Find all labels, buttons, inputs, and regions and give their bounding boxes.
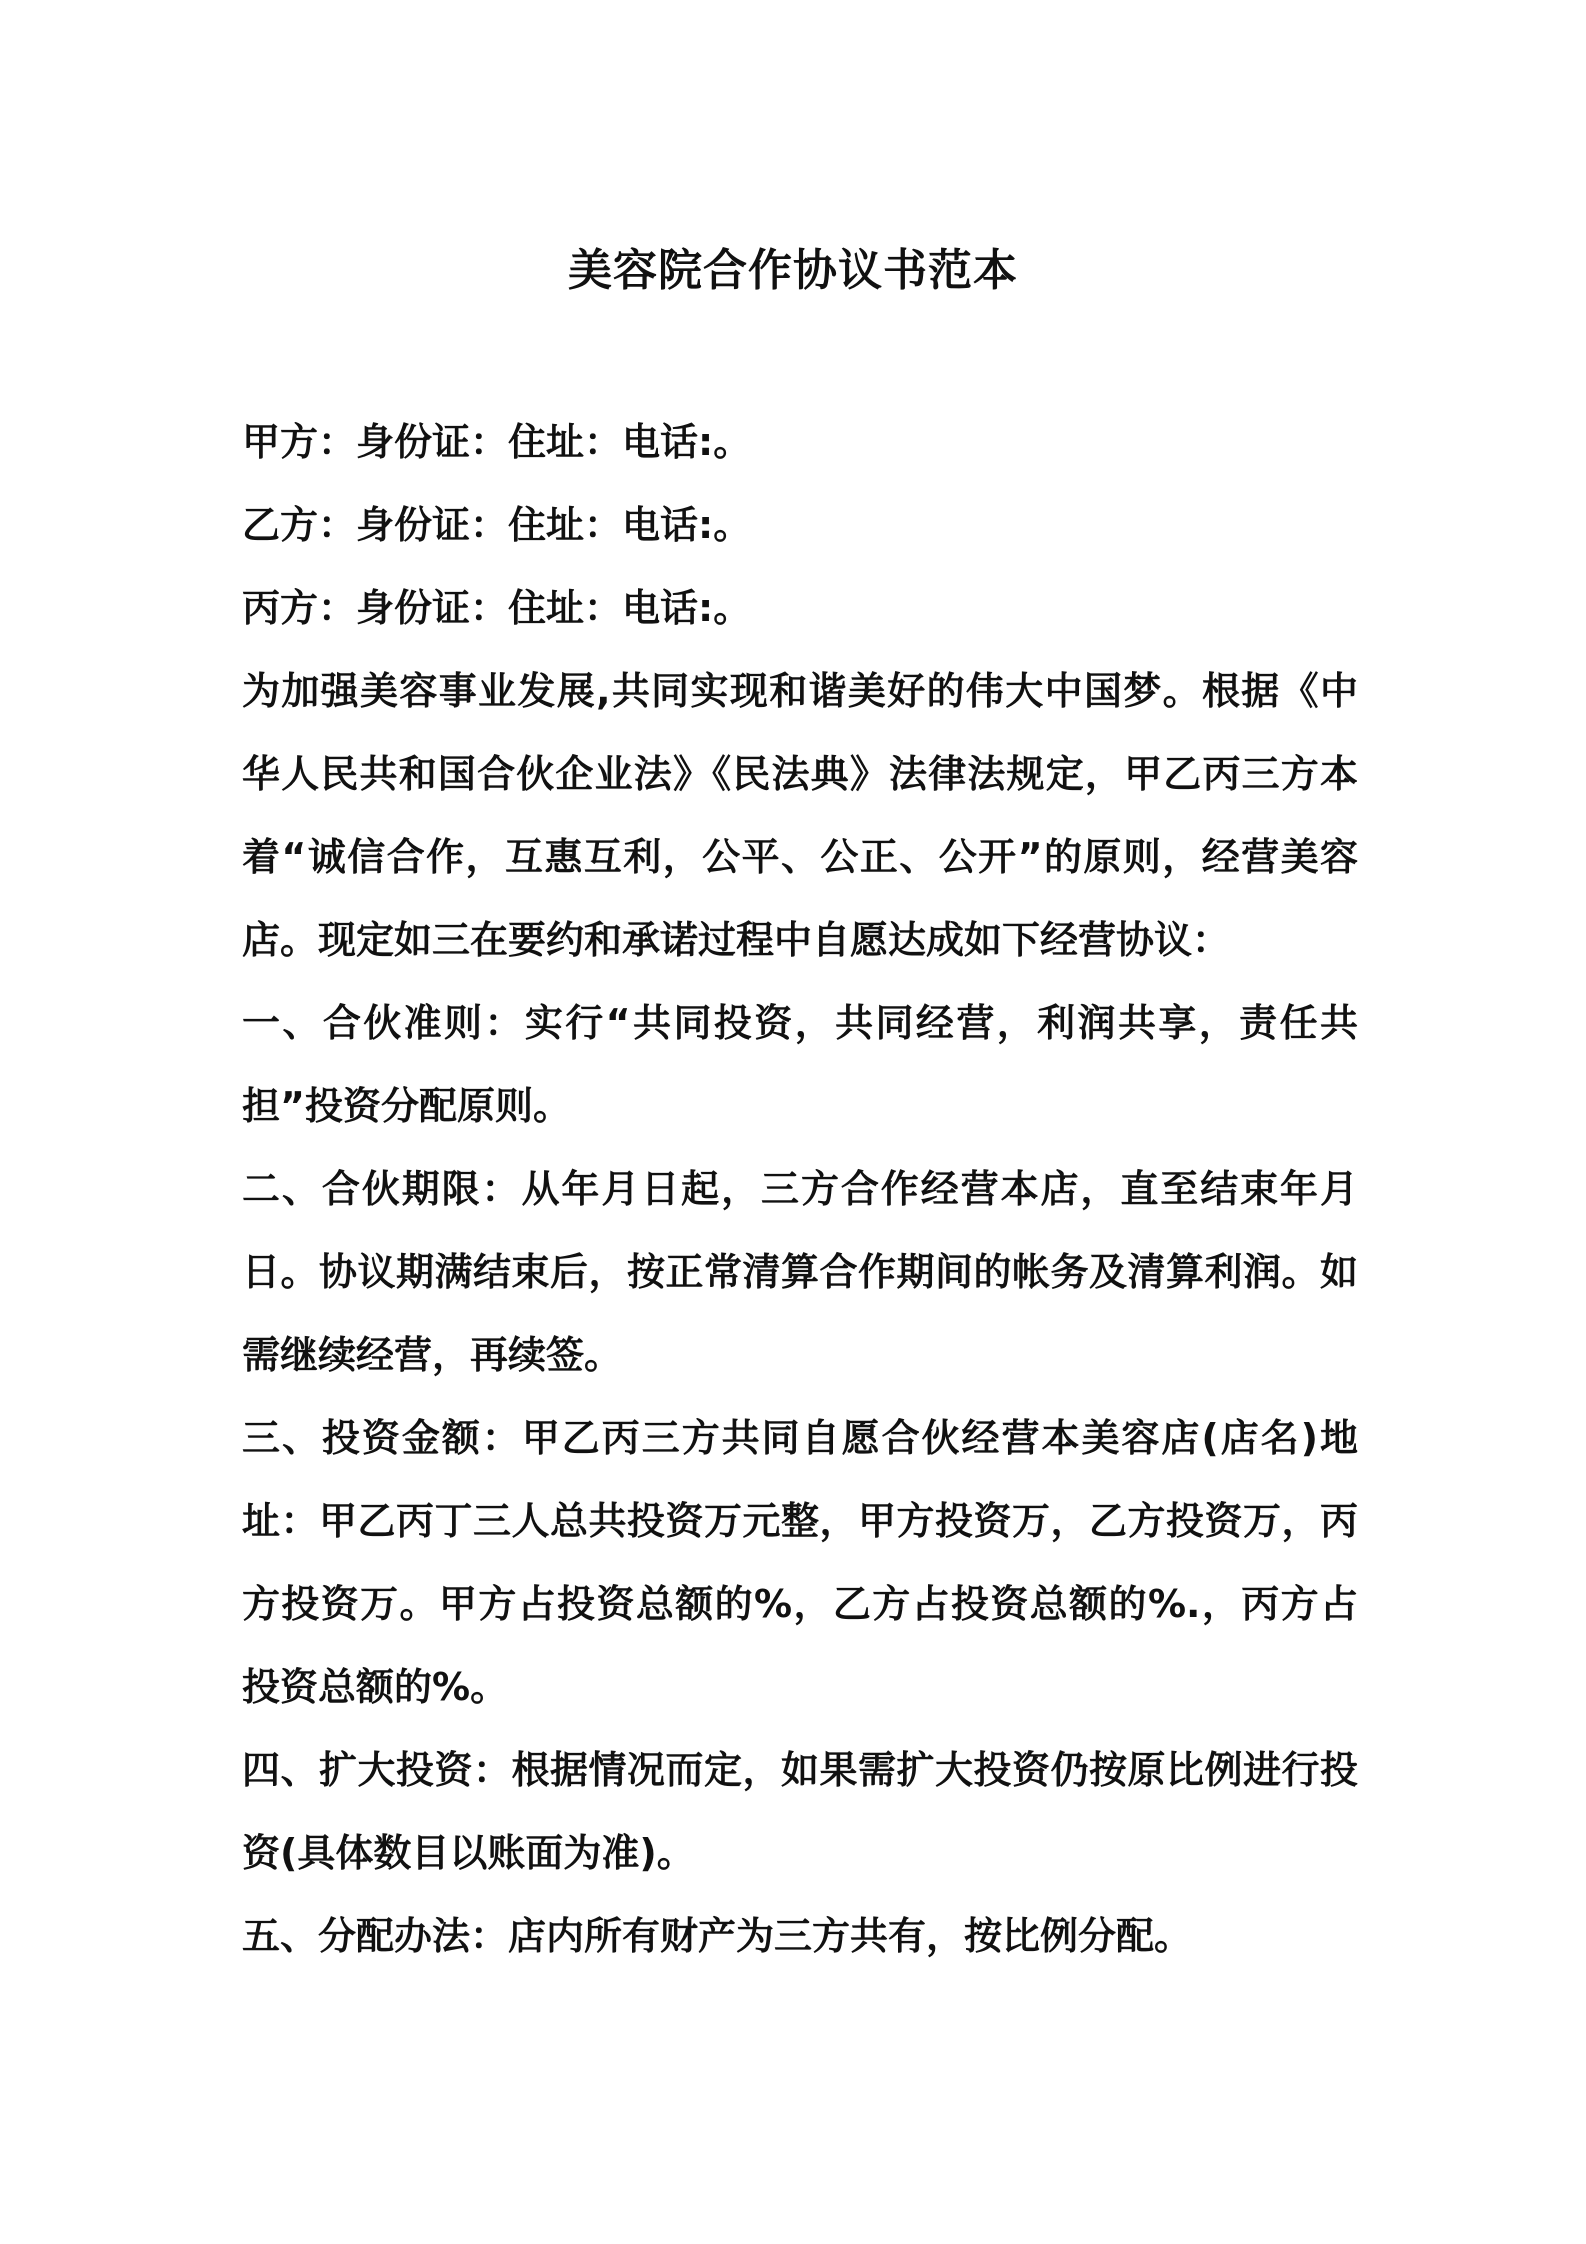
party-c-line: 丙方：身份证：住址：电话:。 xyxy=(242,586,752,630)
clause-2: 二、合伙期限：从年月日起，三方合作经营本店，直至结束年月日。协议期满结束后，按正常清算合作期间的帐务及清算利润。如需继续经营，再续签。 xyxy=(242,1167,1358,1377)
clause-5: 五、分配办法：店内所有财产为三方共有，按比例分配。 xyxy=(242,1914,1193,1958)
clause-3: 三、投资金额：甲乙丙三方共同自愿合伙经营本美容店(店名)地址：甲乙丙丁三人总共投资万元整，甲方投资万，乙方投资万，丙方投资万。甲方占投资总额的%，乙方占投资总额的%.，丙方占投资总额的%。 xyxy=(242,1416,1358,1709)
document-body xyxy=(242,401,1358,1978)
document-title: 美容院合作协议书范本 xyxy=(568,245,1018,297)
party-b-line: 乙方：身份证：住址：电话:。 xyxy=(242,503,752,547)
clause-4: 四、扩大投资：根据情况而定，如果需扩大投资仍按原比例进行投资(具体数目以账面为准)。 xyxy=(242,1748,1358,1875)
clause-1: 一、合伙准则：实行“共同投资，共同经营，利润共享，责任共担”投资分配原则。 xyxy=(242,1001,1358,1128)
party-a-line: 甲方：身份证：住址：电话:。 xyxy=(242,420,752,464)
preamble-paragraph: 为加强美容事业发展,共同实现和谐美好的伟大中国梦。根据《中华人民共和国合伙企业法》《民法典》法律法规定，甲乙丙三方本着“诚信合作，互惠互利，公平、公正、公开”的原则，经营美容店。现定如三在要约和承诺过程中自愿达成如下经营协议： xyxy=(242,669,1358,962)
